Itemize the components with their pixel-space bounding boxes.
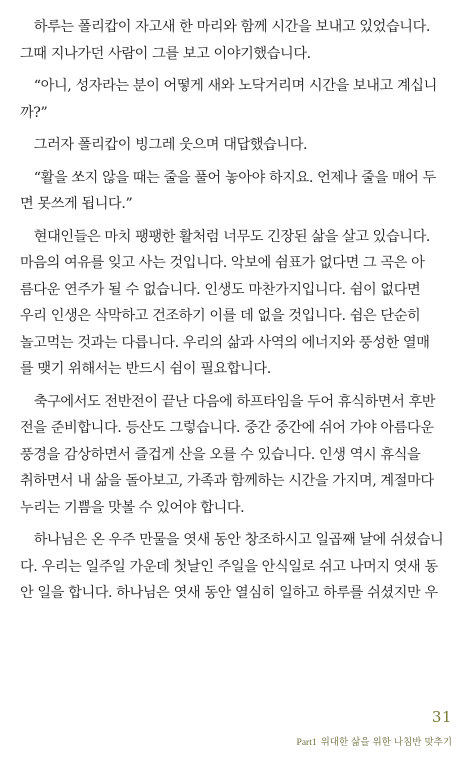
text-line: 안 일을 합니다. 하나님은 엿새 동안 열심히 일하고 하루를 쉬셨지만 우	[20, 585, 438, 601]
paragraph	[20, 14, 452, 67]
text-line: 다. 우리는 일주일 가운데 첫날인 주일을 안식일로 쉬고 나머지 엿새 동	[20, 558, 438, 575]
text-line: 마음의 여유를 잊고 사는 것입니다. 악보에 쉼표가 없다면 그 곡은 아	[20, 255, 425, 271]
text-line: 우리 인생은 삭막하고 건조하기 이를 데 없을 것입니다. 쉼은 단순히	[20, 308, 421, 324]
chapter-title: 위대한 삶을 위한 나침반 맞추기	[320, 737, 452, 748]
paragraph	[20, 224, 452, 383]
text-line: 면 못쓰게 됩니다.”	[20, 196, 133, 212]
text-line: 그때 지나가던 사람이 그를 보고 이야기했습니다.	[20, 45, 311, 62]
text-line: 까?”	[20, 104, 48, 121]
page-number: 31	[431, 708, 452, 726]
text-line: 하루는 폴리캅이 자고새 한 마리와 함께 시간을 보내고 있었습니다.	[20, 19, 431, 35]
paragraph	[20, 389, 452, 522]
text-line: 놀고먹는 것과는 다릅니다. 우리의 삶과 사역의 에너지와 풍성한 열매	[20, 334, 430, 351]
text-line: 축구에서도 전반전이 끝난 다음에 하프타임을 두어 휴식하면서 후반	[20, 393, 436, 410]
text-line: 름다운 연주가 될 수 없습니다. 인생도 마찬가지입니다. 쉼이 없다면	[20, 281, 421, 298]
text-line: 하나님은 온 우주 만물을 엿새 동안 창조하시고 일곱째 날에 쉬셨습니	[20, 532, 444, 548]
text-line: 취하면서 내 삶을 돌아보고, 가족과 함께하는 시간을 가지며, 계절마다	[20, 473, 434, 489]
text-line: “아니, 성자라는 분이 어떻게 새와 노닥거리며 시간을 보내고 계십니	[20, 78, 437, 94]
paragraph	[20, 132, 452, 159]
text-line: “활을 쏘지 않을 때는 줄을 풀어 놓아야 하지요. 언제나 줄을 매어 두	[20, 169, 436, 186]
text-line: 전을 준비합니다. 등산도 그렇습니다. 중간 중간에 쉬어 가야 아름다운	[20, 420, 434, 436]
paragraph	[20, 527, 452, 607]
paragraph	[20, 165, 452, 218]
part-label: Part1	[296, 738, 317, 748]
text-line: 누리는 기쁨을 맛볼 수 있어야 합니다.	[20, 499, 245, 516]
paragraph	[20, 73, 452, 126]
text-line: 를 맺기 위해서는 반드시 쉼이 필요합니다.	[20, 361, 271, 377]
running-footer	[297, 734, 452, 748]
text-line: 현대인들은 마치 팽팽한 활처럼 너무도 긴장된 삶을 살고 있습니다.	[20, 228, 431, 245]
text-line: 풍경을 감상하면서 즐겁게 산을 오를 수 있습니다. 인생 역시 휴식을	[20, 446, 421, 463]
text-line: 그러자 폴리캅이 빙그레 웃으며 대답했습니다.	[20, 137, 308, 153]
page-body	[20, 14, 452, 607]
